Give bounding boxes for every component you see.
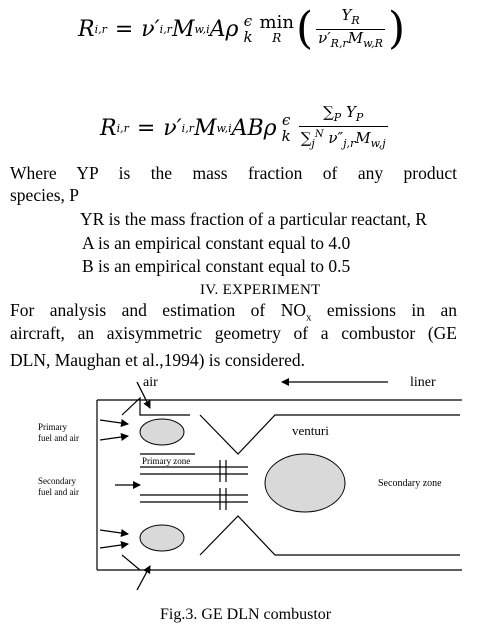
eq1-lhs-sub: i,r	[94, 22, 107, 36]
eq2-frac-den: k	[281, 127, 291, 145]
eq2-nu: ν′	[163, 115, 182, 141]
air-label: air	[143, 375, 158, 390]
yr-line: YR is the mass fraction of a particular reactant, R	[80, 209, 427, 229]
liner-label: liner	[410, 375, 436, 390]
where-line-1: Where YP is the mass fraction of any product	[10, 163, 457, 183]
primary-inlet-arrow-2	[100, 436, 128, 440]
eq2-nu-sub: i,r	[181, 121, 194, 135]
eq2-num-Y-sub: P	[355, 111, 364, 124]
a-line: A is an empirical constant equal to 4.0	[82, 233, 351, 253]
eq1-equals: =	[114, 16, 134, 42]
eq1-inner-num: Y	[341, 5, 352, 24]
venturi-label: venturi	[292, 423, 329, 438]
eq1-inner-den-M-sub: w,R	[363, 36, 383, 50]
eq2-AB: ABρ	[231, 115, 277, 141]
eq2-lhs-sub: i,r	[116, 121, 129, 135]
eq1-M-sub: w,i	[194, 22, 210, 36]
secondary-fuel-label-2: fuel and air	[38, 487, 79, 497]
eq1-nu: ν′	[141, 16, 160, 42]
eq1-right-paren: )	[387, 3, 406, 54]
eq2-M: M	[193, 115, 217, 141]
eq1-inner-num-sub: R	[351, 13, 360, 27]
equation-1	[78, 4, 405, 54]
eq1-min	[260, 14, 294, 44]
bottom-inner-wall	[122, 555, 140, 570]
combustor-diagram	[0, 370, 501, 600]
eq2-num-sum-sub: P	[333, 111, 342, 124]
eq2-den-nu-sub: j,r	[343, 137, 356, 150]
eq2-den-nu: ν″	[328, 129, 344, 147]
eq2-den-sum: ∑	[300, 129, 312, 147]
eq1-frac-den: k	[243, 28, 253, 46]
where-line-2: species, P	[10, 185, 80, 205]
eq2-den-M-sub: w,j	[370, 137, 386, 150]
primary-zone-label: Primary zone	[142, 456, 191, 466]
eq1-nu-sub: i,r	[159, 22, 172, 36]
eq1-frac-num: ϵ	[243, 12, 253, 30]
eq2-num-sum: ∑	[323, 103, 334, 121]
eq1-lhs: R	[78, 16, 95, 42]
paragraph-line-1-pre: For analysis and estimation of NO	[10, 300, 306, 320]
secondary-zone-label: Secondary zone	[378, 478, 442, 489]
bottom-venturi	[200, 516, 460, 555]
top-venturi	[200, 415, 460, 454]
eq2-den-M: M	[355, 129, 371, 147]
eq1-min-op: min	[259, 12, 294, 33]
eq2-equals: =	[136, 115, 156, 141]
eq1-inner-den-M: M	[347, 28, 364, 47]
lower-inlet-arrow-2	[100, 544, 128, 548]
eq1-M: M	[171, 16, 195, 42]
eq1-eps-over-k	[241, 13, 254, 45]
eq1-inner-den-nu: ν′	[318, 28, 331, 47]
secondary-zone-ellipse	[265, 454, 345, 512]
eq2-main-fraction	[299, 104, 388, 152]
secondary-fuel-label-1: Secondary	[38, 476, 76, 486]
paragraph-line-1-post: emissions in an	[311, 300, 458, 320]
eq1-inner-fraction	[316, 7, 385, 52]
eq2-lhs: R	[100, 115, 117, 141]
eq2-frac-num: ϵ	[281, 111, 291, 129]
eq1-inner-den-nu-sub: R,r	[330, 36, 348, 50]
eq2-den-sum-sup: N	[314, 129, 324, 140]
b-line: B is an empirical constant equal to 0.5	[82, 256, 351, 276]
eq1-min-sub: R	[272, 31, 282, 45]
eq2-M-sub: w,i	[216, 121, 232, 135]
primary-fuel-label-1: Primary	[38, 422, 67, 432]
lower-zone-ellipse	[140, 525, 184, 551]
lower-inlet-arrow-1	[100, 530, 128, 534]
primary-zone-ellipse	[140, 419, 184, 445]
paragraph-line-1-sub: x	[305, 311, 312, 324]
eq2-den-sum-sub: j	[311, 137, 315, 150]
equation-2	[100, 102, 391, 154]
eq2-num-Y: Y	[345, 103, 356, 121]
eq1-A: Aρ	[209, 16, 239, 42]
eq1-left-paren: (	[295, 3, 314, 54]
primary-inlet-arrow-1	[100, 420, 128, 424]
primary-fuel-label-2: fuel and air	[38, 433, 79, 443]
section-heading: IV. EXPERIMENT	[200, 282, 321, 298]
figure-caption: Fig.3. GE DLN combustor	[160, 606, 332, 623]
eq2-eps-over-k	[280, 112, 293, 144]
paragraph-line-2: aircraft, an axisymmetric geometry of a combustor (GE	[10, 323, 457, 343]
paragraph-line-3: DLN, Maughan et al.,1994) is considered.	[10, 350, 305, 370]
